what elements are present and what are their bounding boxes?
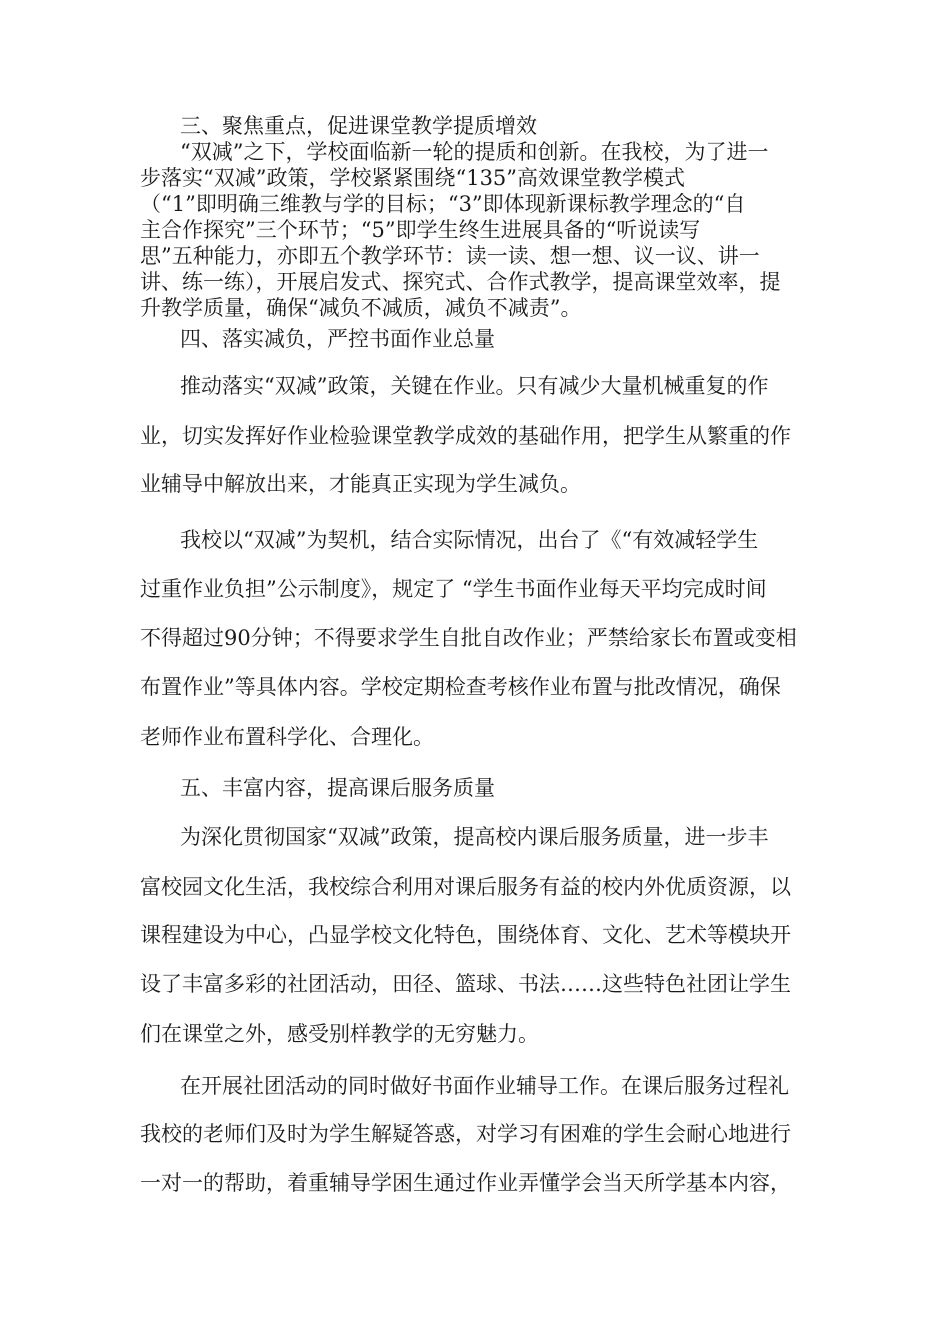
section-3-line: “双减”之下，学校面临新一轮的提质和创新。在我校，为了进一 [180,140,769,164]
section-5-paragraph-1-line: 为深化贯彻国家“双减”政策，提高校内课后服务质量，进一步丰 [180,825,769,849]
section-5-paragraph-1-line: 设了丰富多彩的社团活动，田径、篮球、书法……这些特色社团让学生 [140,972,791,996]
section-4-paragraph-1-line: 业，切实发挥好作业检验课堂教学成效的基础作用，把学生从繁重的作 [140,424,791,448]
section-4-paragraph-2-line: 我校以“双减”为契机，结合实际情况，出台了《“有效减轻学生 [180,528,759,552]
section-4-paragraph-1-line: 推动落实“双减”政策，关键在作业。只有减少大量机械重复的作 [180,374,769,398]
section-4-heading: 四、落实减负，严控书面作业总量 [180,327,495,351]
section-3-heading: 三、聚焦重点，促进课堂教学提质增效 [180,114,537,138]
section-4-paragraph-2-line: 过重作业负担”公示制度》，规定了 “学生书面作业每天平均完成时间 [140,577,767,601]
section-5-heading: 五、丰富内容，提高课后服务质量 [180,776,495,800]
section-4-paragraph-2-line: 老师作业布置科学化、合理化。 [140,725,434,749]
section-3-line: 讲、练一练），开展启发式、探究式、合作式教学，提高课堂效率，提 [140,270,781,294]
section-3-line: 思”五种能力，亦即五个教学环节：读一读、想一想、议一议、讲一 [140,244,760,268]
section-5-paragraph-2-line: 一对一的帮助，着重辅导学困生通过作业弄懂学会当天所学基本内容， [140,1171,791,1195]
section-5-paragraph-2-line: 在开展社团活动的同时做好书面作业辅导工作。在课后服务过程礼 [180,1074,789,1098]
section-3-line: 主合作探究”三个环节；“5”即学生终生进展具备的“听说读写 [140,218,701,242]
section-5-paragraph-1-line: 课程建设为中心，凸显学校文化特色，围绕体育、文化、艺术等模块开 [140,923,791,947]
section-5-paragraph-2-line: 我校的老师们及时为学生解疑答惑，对学习有困难的学生会耐心地进行 [140,1122,791,1146]
section-4-paragraph-1-line: 业辅导中解放出来，才能真正实现为学生减负。 [140,472,581,496]
section-4-paragraph-2-line: 布置作业”等具体内容。学校定期检查考核作业布置与批改情况，确保 [140,675,781,699]
section-3-line: 升教学质量，确保“减负不减质，减负不减责”。 [140,296,582,320]
section-5-paragraph-1-line: 们在课堂之外，感受别样教学的无穷魅力。 [140,1022,539,1046]
section-4-paragraph-2-line: 不得超过90分钟；不得要求学生自批自改作业；严禁给家长布置或变相 [140,626,797,650]
section-5-paragraph-1-line: 富校园文化生活，我校综合利用对课后服务有益的校内外优质资源，以 [140,875,791,899]
section-3-line: （“1”即明确三维教与学的目标；“3”即体现新课标教学理念的“自 [140,192,746,216]
section-3-line: 步落实“双减”政策，学校紧紧围绕“135”高效课堂教学模式 [140,166,686,190]
